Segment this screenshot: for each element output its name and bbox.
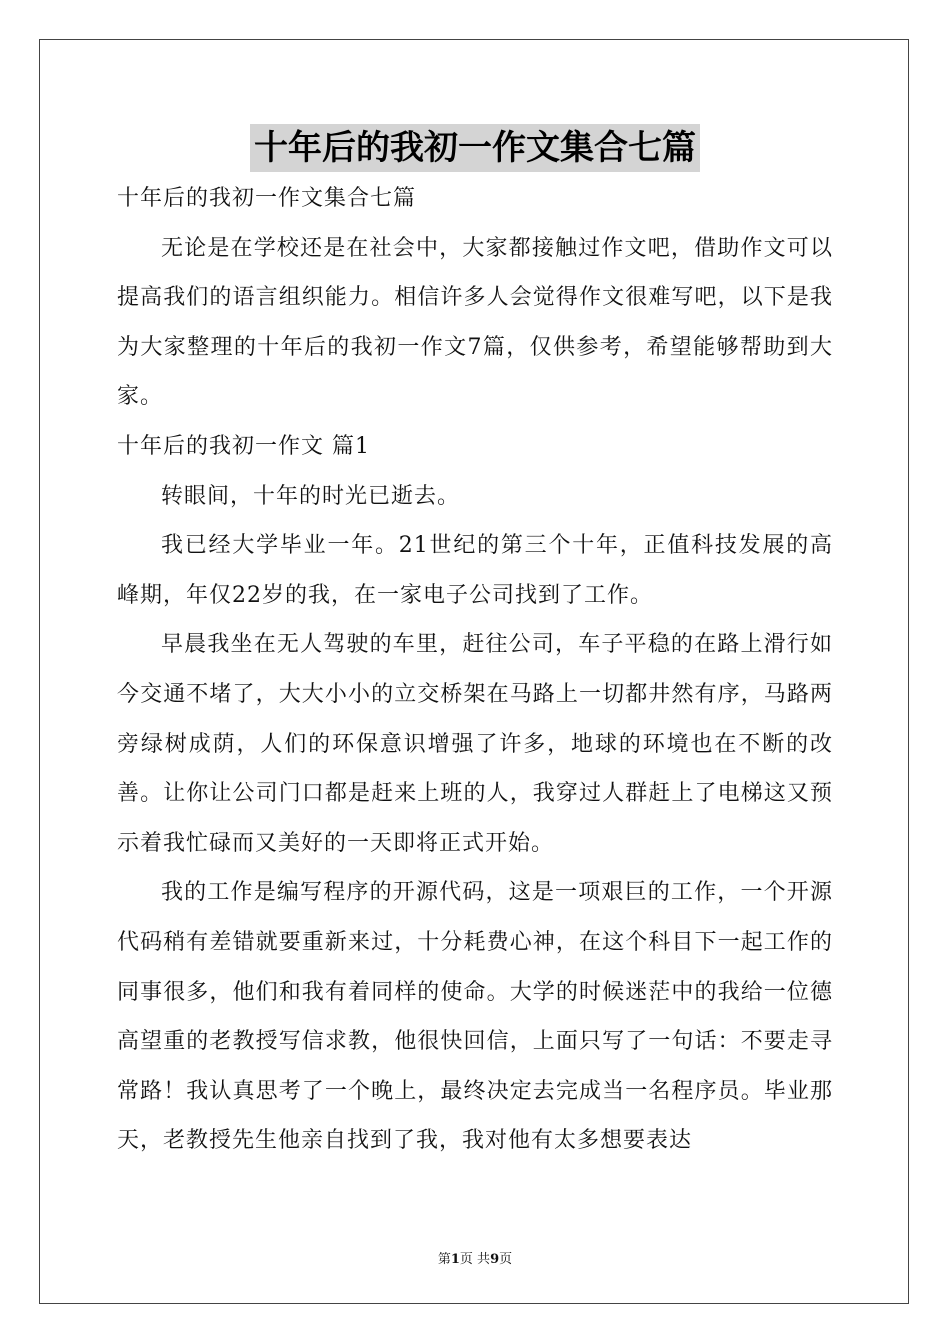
document-body	[117, 174, 833, 1166]
page-label-suffix: 页	[499, 1252, 513, 1267]
page-label-prefix: 第	[437, 1252, 451, 1267]
body-paragraph: 我的工作是编写程序的开源代码，这是一项艰巨的工作，一个开源代码稍有差错就要重新来过，十分耗费心神，在这个科目下一起工作的同事很多，他们和我有着同样的使命。大学的时候迷茫中的我给一位德高望重的老教授写信求教，他很快回信，上面只写了一句话：不要走寻常路！我认真思考了一个晚上，最终决定去完成当一名程序员。毕业那天，老教授先生他亲自找到了我，我对他有太多想要表达	[117, 880, 833, 1154]
body-paragraph: 早晨我坐在无人驾驶的车里，赶往公司，车子平稳的在路上滑行如今交通不堵了，大大小小的立交桥架在马路上一切都井然有序，马路两旁绿树成荫，人们的环保意识增强了许多，地球的环境也在不断的改善。让你让公司门口都是赶来上班的人，我穿过人群赶上了电梯这又预示着我忙碌而又美好的一天即将正式开始。	[117, 632, 833, 856]
page-label-mid: 页 共	[459, 1252, 491, 1267]
current-page-number: 1	[450, 1252, 460, 1267]
page-footer	[0, 1248, 950, 1267]
section-heading: 十年后的我初一作文 篇1	[117, 433, 370, 459]
subtitle-paragraph: 十年后的我初一作文集合七篇	[117, 186, 417, 211]
intro-paragraph: 无论是在学校还是在社会中，大家都接触过作文吧，借助作文可以提高我们的语言组织能力。相信许多人会觉得作文很难写吧，以下是我为大家整理的十年后的我初一作文7篇，仅供参考，希望能够帮助到大家。	[117, 235, 833, 410]
title-container	[0, 124, 950, 172]
total-page-number: 9	[490, 1252, 500, 1267]
document-title: 十年后的我初一作文集合七篇	[250, 124, 700, 172]
body-paragraph: 转眼间，十年的时光已逝去。	[161, 483, 461, 509]
body-paragraph: 我已经大学毕业一年。21世纪的第三个十年，正值科技发展的高峰期，年仅22岁的我，在一家电子公司找到了工作。	[117, 533, 833, 608]
